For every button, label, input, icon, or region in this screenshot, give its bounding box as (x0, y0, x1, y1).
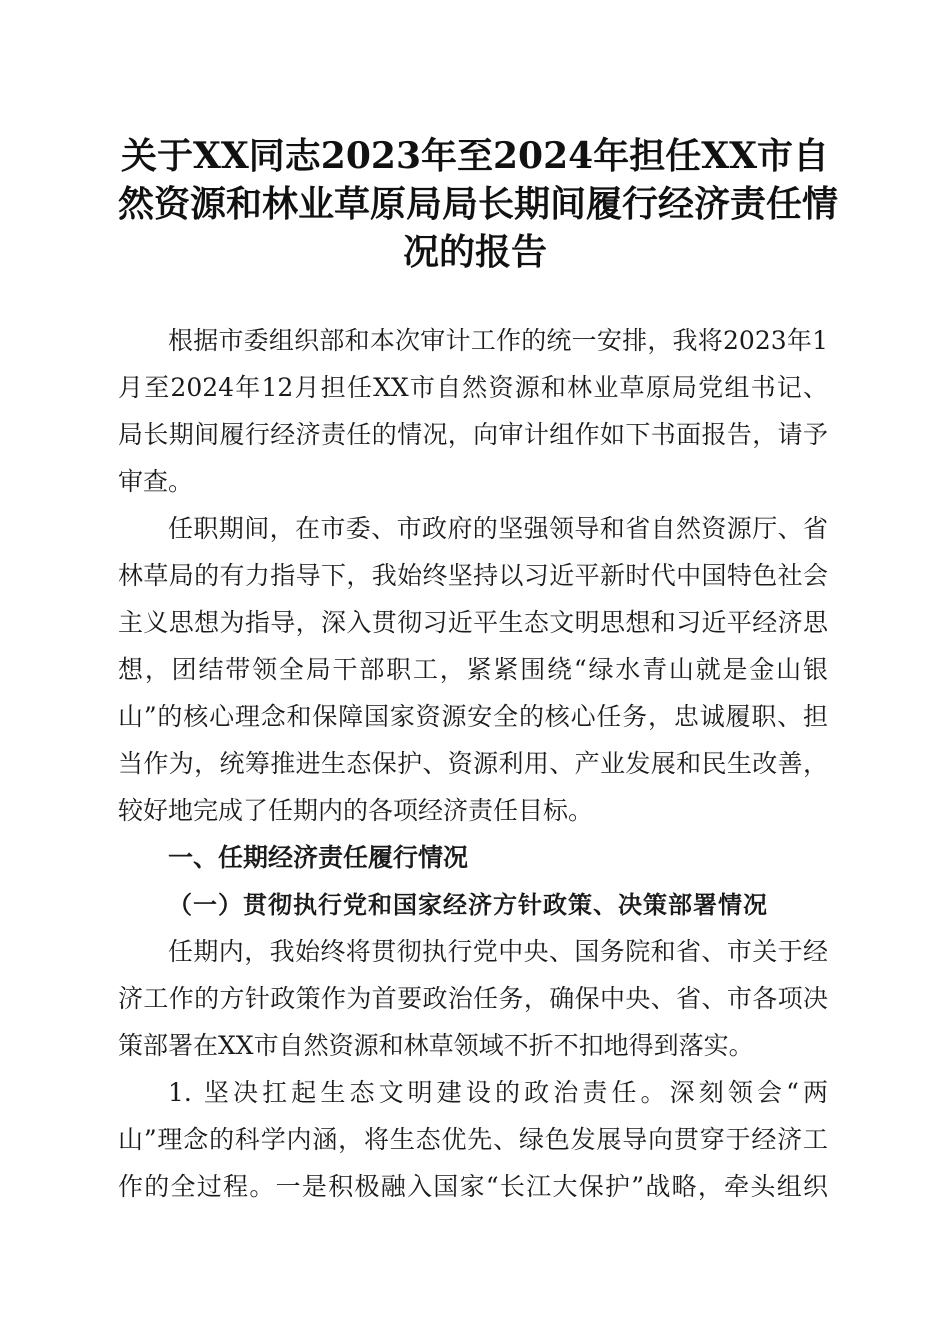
text-line: 审查。 (118, 467, 194, 496)
text-line: 作的全过程。一是积极融入国家“长江大保护”战略，牵头组织 (118, 1172, 828, 1201)
section-heading: 一、任期经济责任履行情况 (168, 843, 469, 872)
text-line: 主义思想为指导，深入贯彻习近平生态文明思想和习近平经济思 (118, 608, 828, 637)
text-line: 月至2024年12月担任XX市自然资源和林业草原局党组书记、 (118, 373, 828, 402)
text-line: 济工作的方针政策作为首要政治任务，确保中央、省、市各项决 (118, 984, 828, 1013)
title-line: 然资源和林业草原局局长期间履行经济责任情 (118, 183, 839, 225)
text-line: 任职期间，在市委、市政府的坚强领导和省自然资源厅、省 (168, 514, 828, 543)
paragraph-tenure-summary (118, 505, 828, 834)
subsection-heading: （一）贯彻执行党和国家经济方针政策、决策部署情况 (168, 890, 768, 919)
document-body (118, 317, 828, 1210)
text-line: 当作为，统筹推进生态保护、资源利用、产业发展和民生改善， (118, 749, 828, 778)
text-line: 任期内，我始终将贯彻执行党中央、国务院和省、市关于经 (168, 937, 828, 966)
paragraph-intro (118, 317, 828, 505)
text-line: 想，团结带领全局干部职工，紧紧围绕“绿水青山就是金山银 (118, 655, 828, 684)
text-line: 1. 坚决扛起生态文明建设的政治责任。深刻领会“两 (168, 1078, 828, 1107)
paragraph-policy (118, 928, 828, 1069)
text-line: 根据市委组织部和本次审计工作的统一安排，我将2023年1 (168, 326, 828, 355)
paragraph-ecology (118, 1069, 828, 1210)
text-line: 策部署在XX市自然资源和林草领域不折不扣地得到落实。 (118, 1031, 754, 1060)
text-line: 林草局的有力指导下，我始终坚持以习近平新时代中国特色社会 (118, 561, 828, 590)
title-line: 关于XX同志2023年至2024年担任XX市自 (120, 135, 830, 177)
text-line: 山”的核心理念和保障国家资源安全的核心任务，忠诚履职、担 (118, 702, 828, 731)
title-line: 况的报告 (402, 231, 547, 273)
text-line: 较好地完成了任期内的各项经济责任目标。 (118, 796, 594, 825)
document-title (118, 132, 839, 276)
text-line: 局长期间履行经济责任的情况，向审计组作如下书面报告，请予 (118, 420, 828, 449)
text-line: 山”理念的科学内涵，将生态优先、绿色发展导向贯穿于经济工 (118, 1125, 828, 1154)
